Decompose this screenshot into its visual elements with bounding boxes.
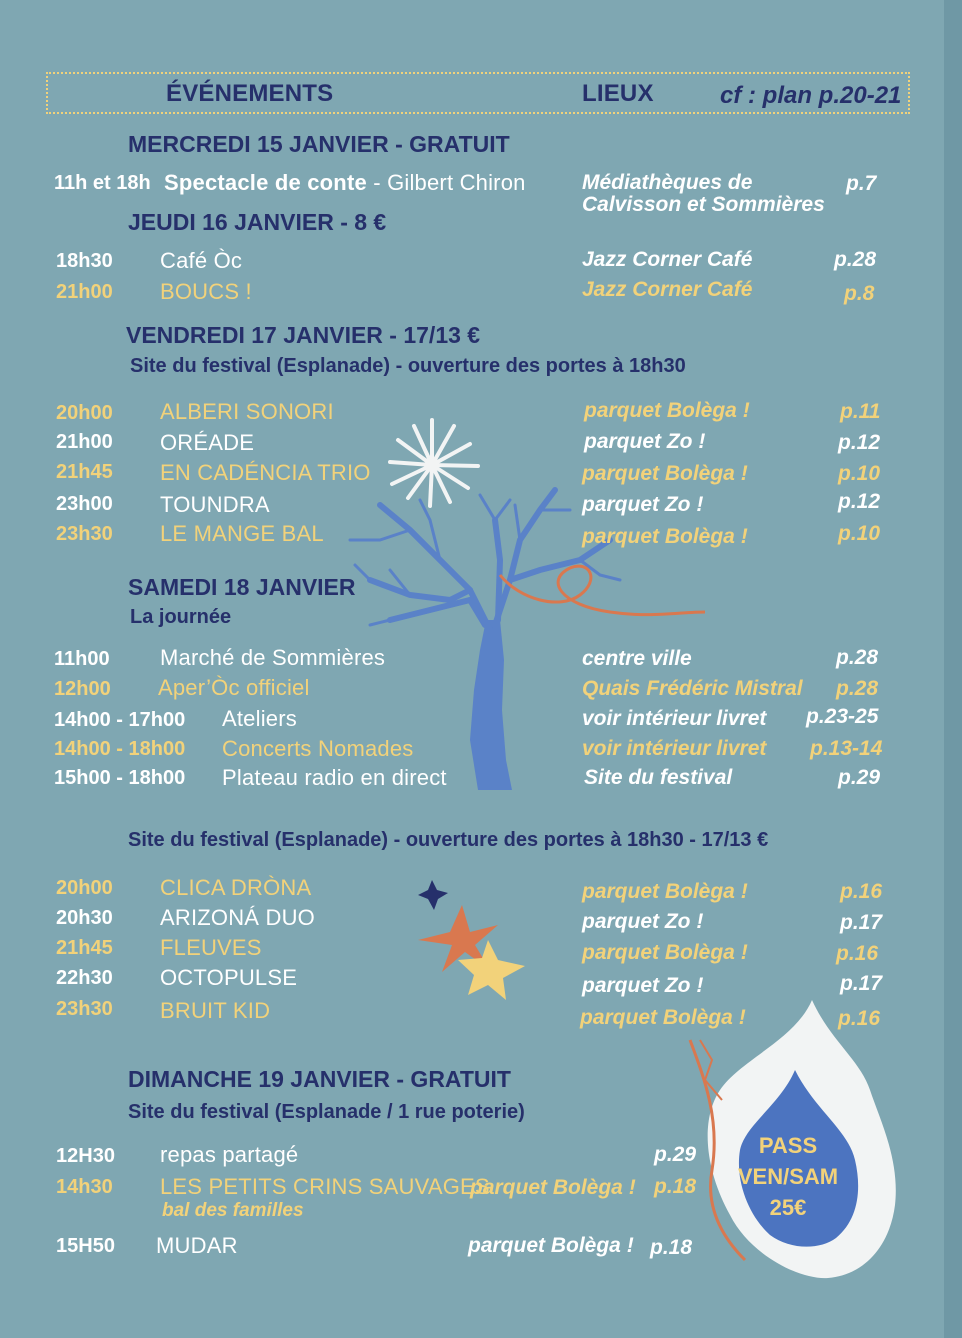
event-time: 15h00 - 18h00 bbox=[54, 767, 186, 789]
event-title: BRUIT KID bbox=[160, 998, 271, 1023]
page-reference: p.10 bbox=[838, 522, 881, 545]
page-reference: p.12 bbox=[838, 490, 881, 513]
venue-line: Médiathèques de bbox=[582, 171, 753, 194]
event-separator: - bbox=[366, 170, 388, 195]
page-reference: p.29 bbox=[838, 766, 881, 789]
event-time: 15H50 bbox=[56, 1235, 115, 1257]
page-reference: p.12 bbox=[838, 431, 881, 454]
event-title: Ateliers bbox=[222, 706, 297, 731]
pass-line: PASS bbox=[758, 1133, 818, 1158]
page-reference: p.17 bbox=[840, 972, 883, 995]
event-venue: parquet Bolèga ! bbox=[582, 880, 748, 903]
event-time: 18h30 bbox=[56, 250, 113, 272]
event-time: 23h00 bbox=[56, 493, 113, 515]
page-reference: p.28 bbox=[836, 677, 879, 700]
sun-icon bbox=[390, 420, 478, 506]
day-title-sunday: DIMANCHE 19 JANVIER - GRATUIT bbox=[128, 1066, 511, 1092]
event-time: 21h45 bbox=[56, 937, 113, 959]
event-time: 21h45 bbox=[56, 461, 113, 483]
event-title: OCTOPULSE bbox=[160, 965, 298, 990]
event-title: EN CADÉNCIA TRIO bbox=[160, 460, 371, 485]
page-reference: p.8 bbox=[844, 282, 875, 305]
page-reference: p.29 bbox=[654, 1143, 697, 1166]
event-time: 14h30 bbox=[56, 1176, 113, 1198]
event-venue: parquet Bolèga ! bbox=[582, 941, 748, 964]
event-title: LES PETITS CRINS SAUVAGES bbox=[160, 1174, 490, 1199]
event-title: BOUCS ! bbox=[160, 279, 252, 304]
event-title: Concerts Nomades bbox=[222, 736, 414, 761]
event-venue: parquet Bolèga ! bbox=[582, 462, 748, 485]
day-subtitle-sunday: Site du festival (Esplanade / 1 rue poterie) bbox=[128, 1101, 525, 1123]
event-time: 21h00 bbox=[56, 431, 113, 453]
page-reference: p.28 bbox=[836, 646, 879, 669]
page-reference: p.16 bbox=[840, 880, 883, 903]
event-venue: Site du festival bbox=[584, 766, 733, 789]
event-venue bbox=[582, 172, 825, 216]
page-reference: p.10 bbox=[838, 462, 881, 485]
page-reference: p.16 bbox=[838, 1007, 881, 1030]
page-reference: p.18 bbox=[650, 1236, 693, 1259]
event-time: 21h00 bbox=[56, 281, 113, 303]
page-reference: p.28 bbox=[834, 248, 877, 271]
event-venue: voir intérieur livret bbox=[582, 737, 767, 760]
page-reference: p.18 bbox=[654, 1175, 697, 1198]
event-title: repas partagé bbox=[160, 1142, 299, 1167]
event-venue: parquet Bolèga ! bbox=[580, 1006, 746, 1029]
event-title: ALBERI SONORI bbox=[160, 399, 334, 424]
event-title: Plateau radio en direct bbox=[222, 765, 447, 790]
day-title-wednesday: MERCREDI 15 JANVIER - GRATUIT bbox=[128, 131, 510, 157]
event-title: Aper’Òc officiel bbox=[158, 675, 310, 700]
event-venue: parquet Bolèga ! bbox=[470, 1176, 636, 1199]
event-venue: Jazz Corner Café bbox=[582, 248, 753, 271]
event-time: 20h00 bbox=[56, 402, 113, 424]
event-time: 12h00 bbox=[54, 678, 111, 700]
event-venue: centre ville bbox=[582, 647, 692, 670]
event-venue: parquet Zo ! bbox=[582, 974, 704, 997]
day-subtitle-friday: Site du festival (Esplanade) - ouverture des portes à 18h30 bbox=[130, 355, 686, 377]
day-title-thursday: JEUDI 16 JANVIER - 8 € bbox=[128, 209, 387, 235]
event-title: TOUNDRA bbox=[160, 492, 270, 517]
event-venue: parquet Bolèga ! bbox=[468, 1234, 634, 1257]
event-time: 22h30 bbox=[56, 967, 113, 989]
stars-icon bbox=[418, 880, 525, 1000]
event-venue: voir intérieur livret bbox=[582, 707, 767, 730]
event-title: Café Òc bbox=[160, 248, 243, 273]
event-name: Spectacle de conte bbox=[164, 170, 367, 195]
event-venue: parquet Bolèga ! bbox=[582, 525, 748, 548]
event-title: Marché de Sommières bbox=[160, 645, 386, 670]
pass-badge bbox=[728, 1130, 848, 1223]
event-note: bal des familles bbox=[162, 1200, 304, 1221]
page-reference: p.17 bbox=[840, 911, 883, 934]
event-venue: Jazz Corner Café bbox=[582, 278, 753, 301]
day-title-saturday: SAMEDI 18 JANVIER bbox=[128, 574, 356, 600]
event-title: MUDAR bbox=[156, 1233, 238, 1258]
pass-price: 25€ bbox=[769, 1195, 807, 1220]
event-title: FLEUVES bbox=[160, 935, 262, 960]
event-time: 14h00 - 18h00 bbox=[54, 738, 186, 760]
day-title-friday: VENDREDI 17 JANVIER - 17/13 € bbox=[126, 322, 481, 348]
event-time: 12H30 bbox=[56, 1145, 115, 1167]
event-title: LE MANGE BAL bbox=[160, 521, 324, 546]
saturday-evening-subtitle: Site du festival (Esplanade) - ouverture des portes à 18h30 - 17/13 € bbox=[128, 829, 769, 851]
page-reference: p.13-14 bbox=[810, 737, 883, 760]
event-time: 23h30 bbox=[56, 998, 113, 1020]
event-time: 20h30 bbox=[56, 907, 113, 929]
event-time: 11h et 18h bbox=[54, 172, 151, 194]
event-artist: Gilbert Chiron bbox=[387, 170, 526, 195]
day-subtitle-saturday: La journée bbox=[130, 606, 232, 628]
events-column-header: ÉVÉNEMENTS bbox=[166, 80, 334, 107]
event-title: CLICA DRÒNA bbox=[160, 875, 312, 900]
event-time: 23h30 bbox=[56, 523, 113, 545]
event-venue: parquet Bolèga ! bbox=[584, 399, 750, 422]
page-reference: p.11 bbox=[840, 400, 881, 423]
event-title: ORÉADE bbox=[160, 430, 255, 455]
event-title: ARIZONÁ DUO bbox=[160, 905, 315, 930]
map-reference: cf : plan p.20-21 bbox=[720, 82, 902, 109]
venue-line: Calvisson et Sommières bbox=[582, 193, 825, 216]
pass-line: VEN/SAM bbox=[737, 1164, 839, 1189]
event-venue: Quais Frédéric Mistral bbox=[582, 677, 803, 700]
venues-column-header: LIEUX bbox=[582, 80, 654, 107]
event-title bbox=[164, 170, 526, 196]
event-venue: parquet Zo ! bbox=[582, 910, 704, 933]
event-time: 11h00 bbox=[54, 648, 110, 670]
page-reference: p.16 bbox=[836, 942, 879, 965]
event-time: 20h00 bbox=[56, 877, 113, 899]
page-reference: p.7 bbox=[846, 172, 877, 195]
event-venue: parquet Zo ! bbox=[582, 493, 704, 516]
event-venue: parquet Zo ! bbox=[584, 430, 706, 453]
event-time: 14h00 - 17h00 bbox=[54, 709, 186, 731]
page-reference: p.23-25 bbox=[806, 705, 879, 728]
